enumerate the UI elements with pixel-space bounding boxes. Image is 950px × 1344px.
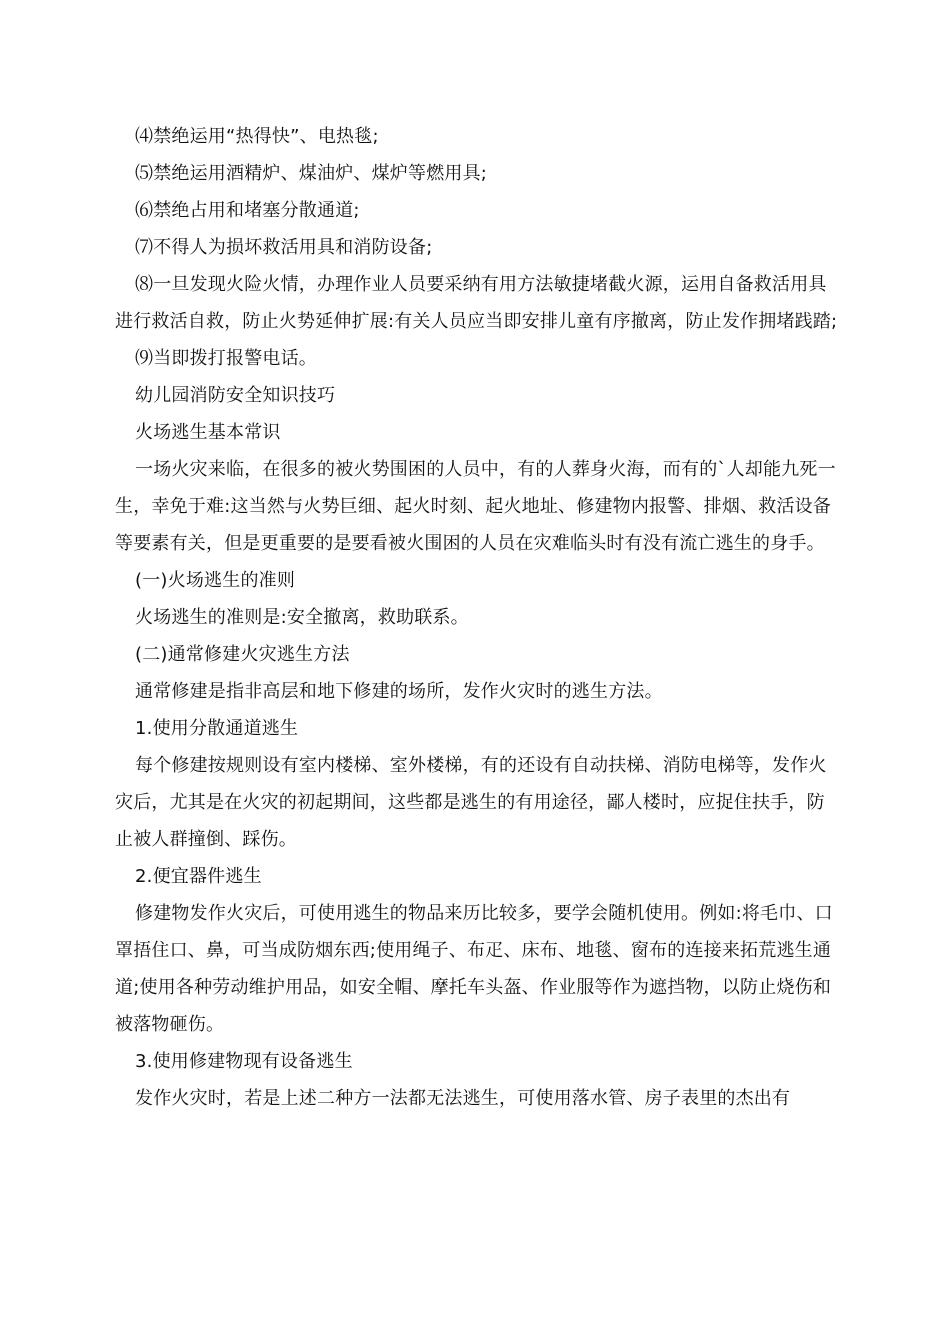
paragraph-item-6: ⑹禁绝占用和堵塞分散通道; [135,200,360,221]
paragraph-item-8: ⑻一旦发现火险火情，办理作业人员要采纳有用方法敏捷堵截火源，运用自备救活用具进行救活自救，防止火势延伸扩展:有关人员应当即安排儿童有序撤离，防止发作拥堵践踏; [115,274,838,332]
subsection-heading: 火场逃生基本常识 [135,422,281,443]
paragraph-item-5: ⑸禁绝运用酒精炉、煤油炉、煤炉等燃用具; [135,163,488,184]
principle-paragraph: 火场逃生的准则是:安全撤离，救助联系。 [135,607,469,628]
method-heading-1: 1.使用分散通道逃生 [135,718,299,739]
subheading-principle: (一)火场逃生的准则 [135,570,296,591]
method-paragraph-1: 每个修建按规则设有室内楼梯、室外楼梯，有的还设有自动扶梯、消防电梯等，发作火灾后，尤其是在火灾的初起期间，这些都是逃生的有用途径，鄙人楼时，应捉住扶手，防止被人群撞倒、踩伤。 [115,755,827,850]
document-body [115,118,840,1117]
paragraph-item-9: ⑼当即拨打报警电话。 [135,348,317,369]
method-paragraph-2: 修建物发作火灾后，可使用逃生的物品来历比较多，要学会随机使用。例如:将毛巾、口罩捂住口、鼻，可当成防烟东西;使用绳子、布疋、床布、地毯、窗布的连接来拓荒逃生通道;使用各种劳动维护用品，如安全帽、摩托车头盔、作业服等作为遮挡物，以防止烧伤和被落物砸伤。 [115,903,833,1035]
paragraph-item-7: ⑺不得人为损坏救活用具和消防设备; [135,237,433,258]
method-heading-3: 3.使用修建物现有设备逃生 [135,1051,353,1072]
section-heading: 幼儿园消防安全知识技巧 [135,385,336,406]
method-heading-2: 2.便宜器件逃生 [135,866,262,887]
methods-intro-paragraph: 通常修建是指非高层和地下修建的场所，发作火灾时的逃生方法。 [135,681,663,702]
paragraph-item-4: ⑷禁绝运用“热得快”、电热毯; [135,126,379,147]
method-paragraph-3: 发作火灾时，若是上述二种方一法都无法逃生，可使用落水管、房子表里的杰出有 [135,1088,791,1109]
subheading-methods: (二)通常修建火灾逃生方法 [135,644,350,665]
body-paragraph: 一场火灾来临，在很多的被火势围困的人员中，有的人葬身火海，而有的`人却能九死一生，幸免于难:这当然与火势巨细、起火时刻、起火地址、修建物内报警、排烟、救活设备等要素有关，但是更重要的是要看被火围困的人员在灾难临头时有没有流亡逃生的身手。 [115,459,836,554]
